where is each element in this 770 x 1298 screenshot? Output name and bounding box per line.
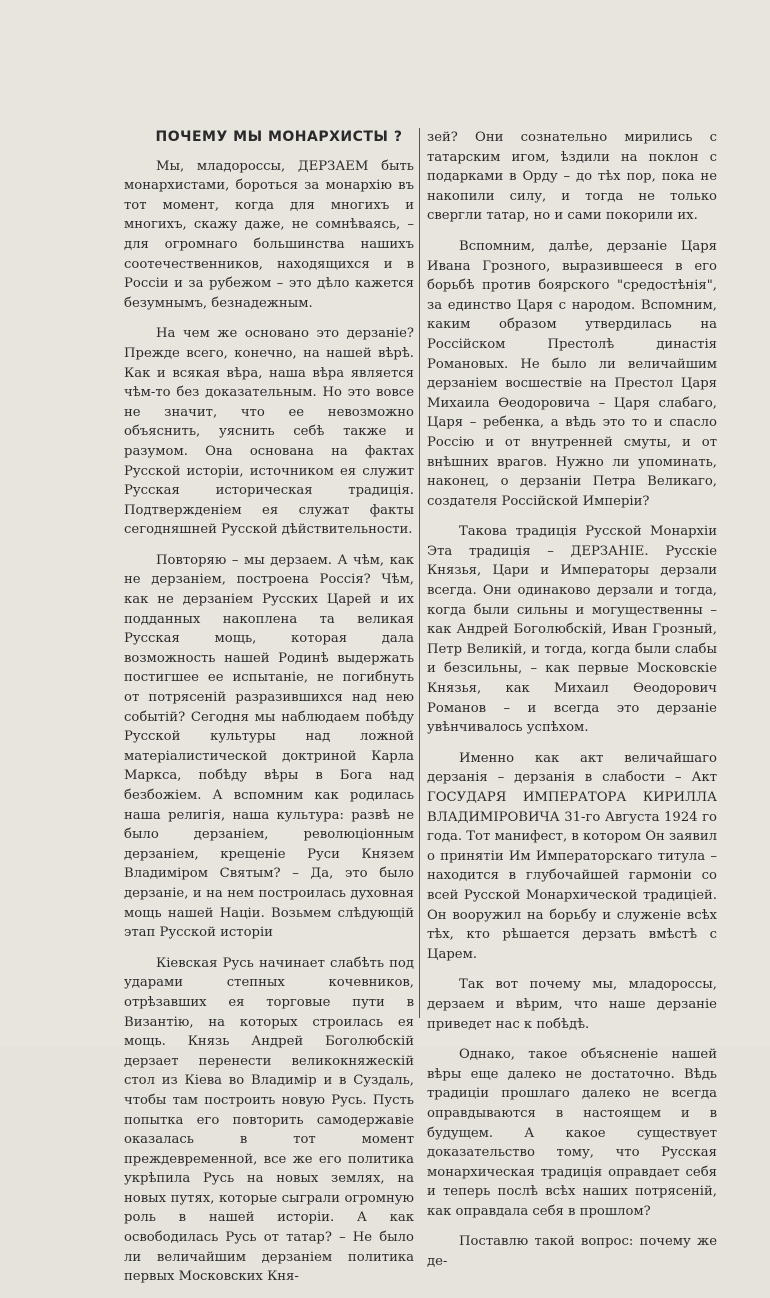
paragraph: Повторяю – мы дерзаем. А чѣм, как не дерзаніем, построена Россія? Чѣм, как не дерзаніем Русских Царей и их подданных накоплена та великая Русская мощь, которая дала возможность нашей Родинѣ выдержать постигшее ее испытаніе, не погибнуть от потрясеній разразившихся над нею событій? Сегодня мы наблюдаем побѣду Русской культуры над ложной матеріалистической доктриной Карла Маркса, побѣду вѣры в Бога над безбожіем. А вспомним как родилась наша религія, наша культура: развѣ не было дерзаніем, революціонным дерзаніем, крещеніе Руси Князем Владиміром Святым? – Да, это было дерзаніе, и на нем построилась духовная мощь нашей Націи. Возьмем слѣдующій этап Русской исторіи: [124, 552, 414, 941]
paragraph-continuation: зей? Они сознательно мирились с татарским игом, ѣздили на поклон с подарками в Орду – до тѣх пор, пока не накопили силу, и тогда не только свергли татар, но и сами покорили их.: [427, 130, 717, 224]
paragraph: На чем же основано это дерзаніе? Прежде всего, конечно, на нашей вѣрѣ. Как и всякая вѣра, наша вѣра является чѣм-то без доказательным. Но это вовсе не значит, что ее невозможно объяснить, уяснить себѣ также и разумом. Она основана на фактах Русской исторіи, источником ея служит Русская историческая традиція. Подтвержденіем ея служат факты сегодняшней Русской дѣйствительности.: [124, 326, 414, 538]
paragraph: Именно как акт величайшаго дерзанія – дерзанія в слабости – Акт ГОСУДАРЯ ИМПЕРАТОРА КИРИЛЛА ВЛАДИМІРОВИЧА 31-го Августа 1924 го года. Тот манифест, в котором Он заявил о принятіи Им Императорскаго титула – находится в глубочайшей гармоніи со всей Русской Монархической традиціей. Он вооружил на борьбу и служеніе всѣх тѣх, кто рѣшается дерзать вмѣстѣ с Царем.: [427, 750, 717, 962]
paragraph: Кіевская Русь начинает слабѣть под ударами степных кочевников, отрѣзавших ея торговые пути в Византію, на которых строилась ея мощь. Князь Андрей Боголюбскій дерзает перенести великокняжескій стол из Кіева во Владимір и в Суздаль, чтобы там построить новую Русь. Пусть попытка его повторить самодержавіе оказалась в тот момент преждевременной, все же его политика укрѣпила Русь на новых землях, на новых путях, которые сыграли огромную роль в нашей исторіи. А как освободилась Русь от татар? – Не было ли величайшим дерзаніем политика первых Московских Кня-: [124, 955, 414, 1285]
paragraph: Поставлю такой вопрос: почему же де-: [427, 1234, 717, 1270]
column-divider: [419, 128, 420, 1018]
paragraph: Вспомним, далѣе, дерзаніе Царя Ивана Грозного, выразившееся в его борьбѣ против боярского "средостѣнія", за единство Царя с народом. Вспомним, каким образом утвердилась на Россійском Престолѣ династія Романовых. Не было ли величайшим дерзаніем восшествіе на Престол Царя Михаила Өеодоровича – Царя слабаго, Царя – ребенка, а вѣдь это то и спасло Россію и от внутренней смуты, и от внѣшних врагов. Нужно ли упоминать, наконец, о дерзаніи Петра Великаго, создателя Россійской Имперіи?: [427, 238, 717, 509]
article-title: ПОЧЕМУ МЫ МОНАРХИСТЫ ?: [155, 129, 403, 145]
paragraph: Однако, такое объясненіе нашей вѣры еще далеко не достаточно. Вѣдь традиціи прошлаго далеко не всегда оправдываются в настоящем и в будущем. А какое существует доказательство тому, что Русская монархическая традиція оправдает себя и теперь послѣ всѣх наших потрясеній, как оправдала себя в прошлом?: [427, 1047, 717, 1219]
left-column: [124, 128, 414, 1298]
paragraph: Такова традиція Русской Монархіи Эта традиція – ДЕРЗАНІЕ. Русскіе Князья, Цари и Императоры дерзали всегда. Они одинаково дерзали и тогда, когда были сильны и могущественны – как Андрей Боголюбскій, Иван Грозный, Петр Великій, и тогда, когда были слабы и безсильны, – как первые Московскіе Князья, как Михаил Өеодорович Романов – и всегда это дерзаніе увѣнчивалось успѣхом.: [427, 524, 717, 736]
right-column: [427, 128, 717, 1283]
paragraph: Мы, младороссы, ДЕРЗАЕМ быть монархистами, бороться за монархію въ тот момент, когда для многихъ и многихъ, скажу даже, не сомнѣваясь, – для огромнаго большинства нашихъ соотечественников, находящихся и в Россіи и за рубежом – это дѣло кажется безумнымъ, безнадежным.: [124, 158, 414, 311]
paragraph: Так вот почему мы, младороссы, дерзаем и вѣрим, что наше дерзаніе приведет нас к побѣдѣ.: [427, 977, 717, 1032]
